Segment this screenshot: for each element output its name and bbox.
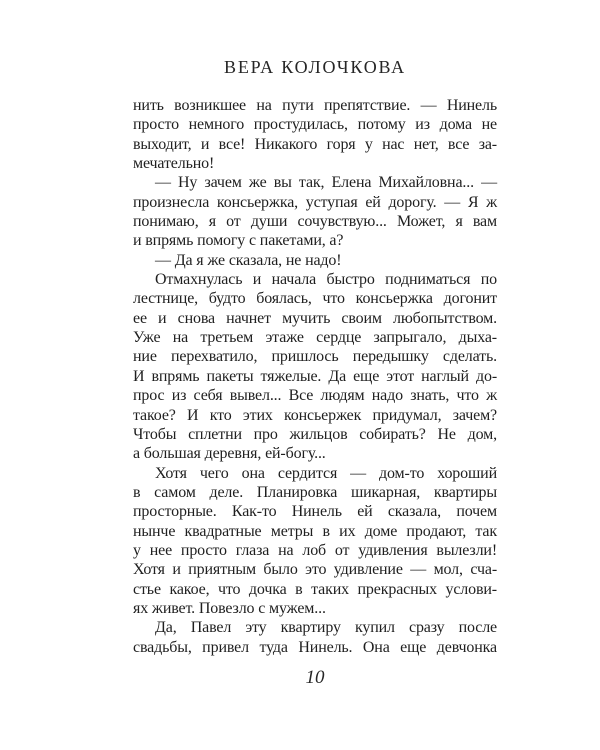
text-line: Хотя и приятным было это удивление — мол, сча- <box>133 561 497 579</box>
text-line: выходит, и все! Никакого горя у нас нет, все за- <box>133 135 497 153</box>
text-line: Уже на третьем этаже сердце запрыгало, дыха- <box>133 329 497 347</box>
text-line: такое? И кто этих консьержек придумал, зачем? <box>133 406 497 424</box>
text-line: свадьбы, привел туда Нинель. Она еще девчонка <box>133 638 497 656</box>
text-line: в самом деле. Планировка шикарная, квартиры <box>133 483 497 501</box>
text-line: просто немного простудилась, потому из дома не <box>133 116 497 134</box>
text-line: нынче квадратные метры в их доме продают, так <box>133 522 497 540</box>
text-line: Чтобы сплетни про жильцов собирать? Не дом, <box>133 425 497 443</box>
text-line: Отмахнулась и начала быстро подниматься по <box>155 271 497 289</box>
text-line: нить возникшее на пути препятствие. — Нинель <box>133 97 497 114</box>
text-line: понимаю, я от души сочувствую... Может, я вам <box>133 213 497 231</box>
text-line: И впрямь пакеты тяжелые. Да еще этот наглый до- <box>133 367 497 385</box>
text-line: лестнице, будто боялась, что консьержка догонит <box>133 290 497 308</box>
page-number: 10 <box>305 667 325 688</box>
text-line: а большая деревня, ей-богу... <box>133 445 326 463</box>
text-line: и впрямь помогу с пакетами, а? <box>133 232 344 250</box>
text-line: Да, Павел эту квартиру купил сразу после <box>155 619 497 637</box>
text-line: стье какое, что дочка в таких прекрасных услови- <box>133 580 497 598</box>
text-line: — Ну зачем же вы так, Елена Михайловна... — <box>155 174 497 192</box>
text-line: произнесла консьержка, уступая ей дорогу. — Я ж <box>133 193 497 211</box>
text-line: у нее просто глаза на лоб от удивления вылезли! <box>133 541 497 559</box>
text-line: мечательно! <box>133 155 215 173</box>
text-line: прос из себя вывел... Все людям надо знать, что ж <box>133 387 497 405</box>
text-line: Хотя чего она сердится — дом-то хороший <box>155 464 497 482</box>
text-line: ние перехватило, пришлось передышку сделать. <box>133 348 497 366</box>
running-header: ВЕРА КОЛОЧКОВА <box>224 57 406 77</box>
text-line: ее и снова начнет мучить своим любопытством. <box>133 309 497 327</box>
text-line: ях живет. Повезло с мужем... <box>133 599 326 617</box>
text-line: просторные. Как-то Нинель ей сказала, почем <box>133 503 497 521</box>
body-text <box>133 96 497 657</box>
text-line: — Да я же сказала, не надо! <box>155 251 342 269</box>
